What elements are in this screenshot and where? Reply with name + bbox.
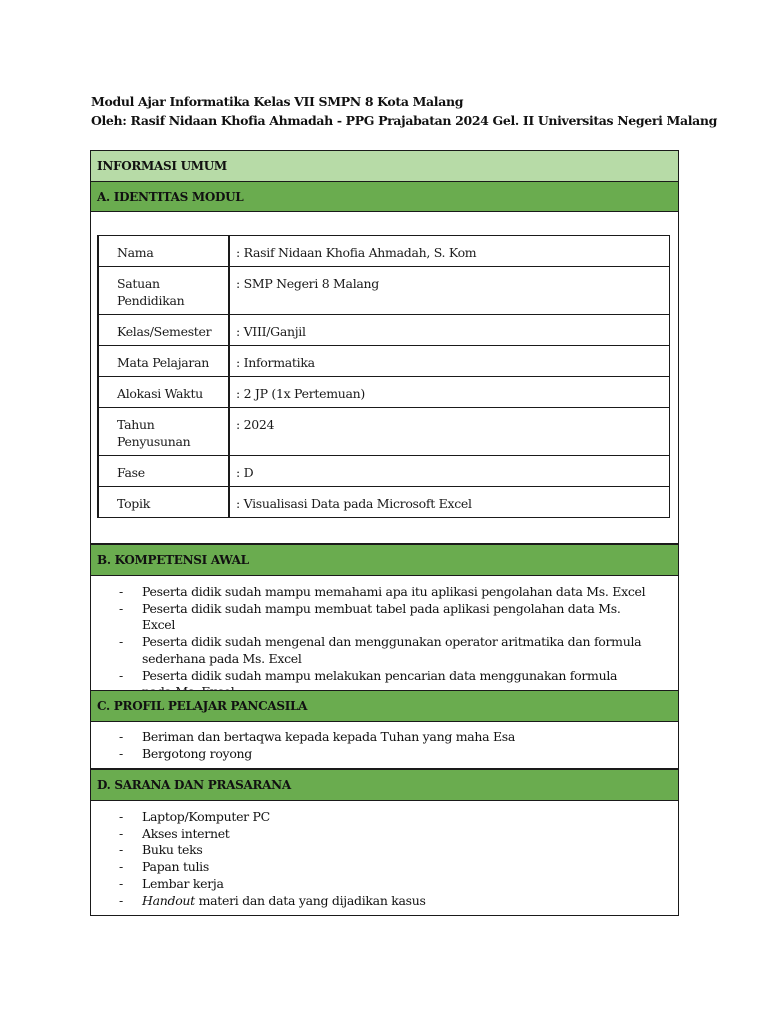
list-item: - Bergotong royong [119, 746, 678, 763]
table-row [98, 346, 670, 377]
row-value: : SMP Negeri 8 Malang [229, 267, 670, 315]
row-label: Kelas/Semester [98, 315, 229, 346]
kompetensi-awal-section [90, 544, 679, 707]
list-item: - Peserta didik sudah mampu memahami apa itu aplikasi pengolahan data Ms. Excel [119, 584, 678, 601]
list-item: - Lembar kerja [119, 876, 678, 893]
profil-pelajar-list [91, 721, 678, 768]
row-value: : 2024 [229, 408, 670, 456]
profil-pelajar-heading: C. PROFIL PELAJAR PANCASILA [91, 691, 678, 721]
list-item [119, 893, 678, 910]
row-value: : D [229, 456, 670, 487]
list-item: - Papan tulis [119, 859, 678, 876]
sarana-prasarana-heading: D. SARANA DAN PRASARANA [91, 770, 678, 800]
list-item: - Buku teks [119, 842, 678, 859]
informasi-umum-heading: INFORMASI UMUM [91, 151, 678, 181]
handout-rest: materi dan data yang dijadikan kasus [194, 892, 426, 908]
row-value: : Informatika [229, 346, 670, 377]
row-label: Nama [98, 236, 229, 267]
kompetensi-awal-list [91, 575, 678, 706]
row-label: Satuan Pendidikan [98, 267, 229, 315]
sarana-prasarana-list [91, 800, 678, 915]
row-label: Fase [98, 456, 229, 487]
row-value: : Rasif Nidaan Khofia Ahmadah, S. Kom [229, 236, 670, 267]
row-value: : VIII/Ganjil [229, 315, 670, 346]
list-item: - Akses internet [119, 826, 678, 843]
kompetensi-awal-heading: B. KOMPETENSI AWAL [91, 545, 678, 575]
identitas-table [97, 235, 670, 518]
document-title: Modul Ajar Informatika Kelas VII SMPN 8 Kota Malang [91, 94, 464, 109]
row-value: : Visualisasi Data pada Microsoft Excel [229, 487, 670, 518]
document-author-line: Oleh: Rasif Nidaan Khofia Ahmadah - PPG Prajabatan 2024 Gel. II Universitas Negeri Malang [91, 113, 718, 128]
profil-pelajar-section [90, 690, 679, 769]
row-label: Tahun Penyusunan [98, 408, 229, 456]
list-item: - Peserta didik sudah mengenal dan menggunakan operator aritmatika dan formula sederhana pada Ms. Excel [119, 634, 678, 667]
table-row [98, 236, 670, 267]
list-item: - Laptop/Komputer PC [119, 809, 678, 826]
list-item: - Peserta didik sudah mampu membuat tabel pada aplikasi pengolahan data Ms. Excel [119, 601, 678, 634]
handout-word: Handout [142, 892, 195, 908]
identitas-modul-heading: A. IDENTITAS MODUL [91, 181, 678, 211]
table-row [98, 377, 670, 408]
list-item: - Beriman dan bertaqwa kepada kepada Tuhan yang maha Esa [119, 729, 678, 746]
table-row [98, 315, 670, 346]
table-row [98, 487, 670, 518]
row-label: Alokasi Waktu [98, 377, 229, 408]
table-row [98, 456, 670, 487]
list-item: - Peserta didik sudah mampu melakukan pencarian data menggunakan formula [119, 668, 678, 701]
table-row [98, 267, 670, 315]
informasi-umum-section [90, 150, 679, 544]
sarana-prasarana-section [90, 769, 679, 916]
identitas-modul-body [91, 211, 678, 543]
row-label: Topik [98, 487, 229, 518]
row-value: : 2 JP (1x Pertemuan) [229, 377, 670, 408]
row-label: Mata Pelajaran [98, 346, 229, 377]
table-row [98, 408, 670, 456]
